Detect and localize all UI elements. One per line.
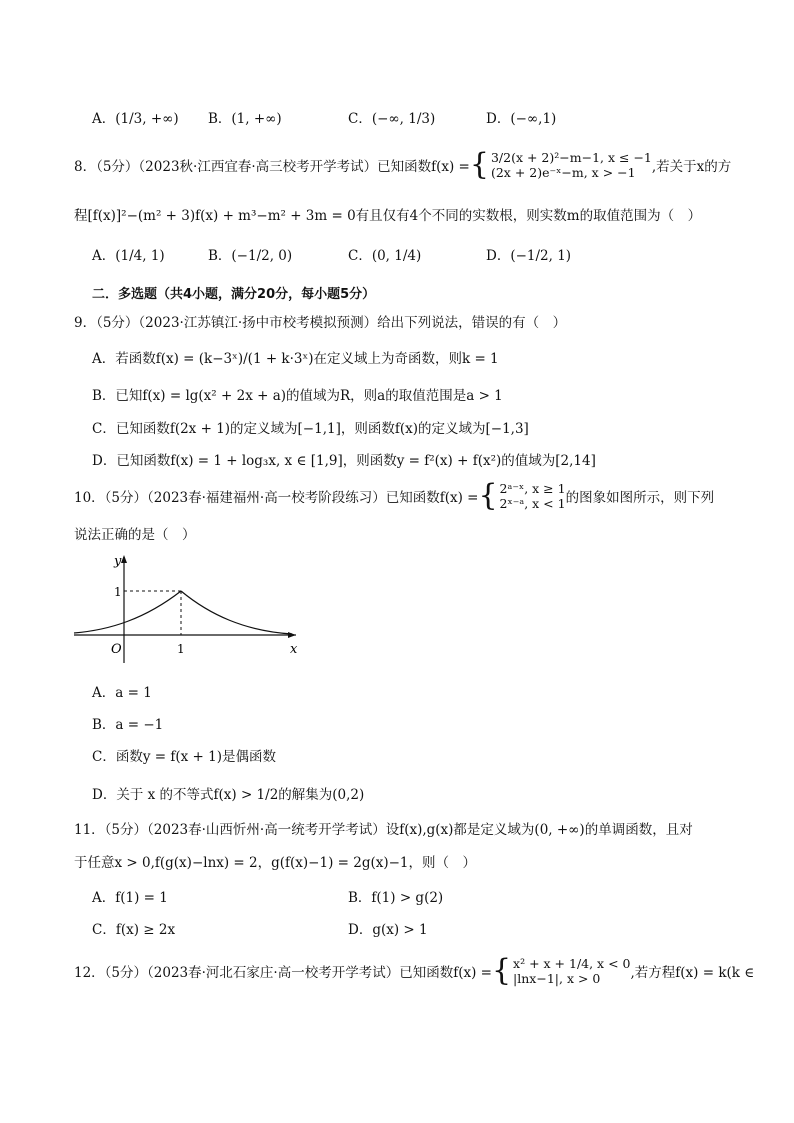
q9-choice-c: C．已知函数f(2x + 1)的定义域为[−1,1]，则函数f(x)的定义域为[−1,3] [92,421,529,437]
q8-choice-d: D．(−1/2, 1) [486,248,572,264]
x-label: x [290,642,298,657]
section-heading: 二．多选题（共4小题，满分20分，每小题5分） [92,287,376,302]
q10-choice-b: B．a = −1 [92,717,164,733]
q8-case-2: (2x + 2)e⁻ˣ−m, x > −1 [490,165,636,180]
y-label: y [114,554,122,569]
q10-stem [74,478,715,513]
q12-case-2: |lnx−1|, x > 0 [513,971,601,986]
q8-stem [74,147,732,182]
q8-case-1: 3/2(x + 2)²−m−1, x ≤ −1 [490,150,652,165]
q7-choice-d: D．(−∞,1) [486,111,557,127]
q10-cases [500,481,566,511]
q10-choice-a: A．a = 1 [92,685,152,701]
q8-stem-prefix: 8．（5分）（2023秋·江西宜春·高三校考开学考试）已知函数f(x) = [74,159,470,175]
q7-choice-b: B．(1, +∞) [208,111,282,127]
q12-stem-prefix: 12．（5分）（2023春·河北石家庄·高一校考开学考试）已知函数f(x) = [74,965,492,981]
tick-x-label: 1 [177,642,185,656]
origin-label: O [111,642,122,657]
q8-line-2: 程[f(x)]²−(m² + 3)f(x) + m³−m² + 3m = 0有且仅有4个不同的实数根，则实数m的取值范围为（ ） [74,208,702,224]
tick-y-label: 1 [114,585,122,599]
q9-choice-d: D．已知函数f(x) = 1 + log₃x, x ∈ [1,9]，则函数y = f²(x) + f(x²)的值域为[2,14] [92,453,596,469]
q11-line-2: 于任意x > 0,f(g(x)−lnx) = 2，g(f(x)−1) = 2g(x)−1，则（ ） [74,855,477,871]
q11-choice-c: C．f(x) ≥ 2x [92,922,176,938]
q12-case-1: x² + x + 1/4, x < 0 [513,956,631,971]
q12-cases [513,956,630,986]
q7-choice-c: C．(−∞, 1/3) [348,111,436,127]
q12-stem [74,953,755,988]
q10-choice-d: D．关于 x 的不等式f(x) > 1/2的解集为(0,2) [92,787,365,803]
x-axis-arrow [288,632,296,638]
q10-stem-suffix: 的图象如图所示，则下列 [565,490,715,506]
curve-left [74,591,181,633]
q10-stem-prefix: 10．（5分）（2023春·福建福州·高一校考阶段练习）已知函数f(x) = [74,490,479,506]
q9-choice-a: A．若函数f(x) = (k−3ˣ)/(1 + k·3ˣ)在定义域上为奇函数，则k = 1 [92,351,499,367]
q11-choice-b: B．f(1) > g(2) [348,890,444,906]
q10-line-2: 说法正确的是（ ） [74,527,196,543]
q10-brace: { [478,478,498,513]
q11-choice-d: D．g(x) > 1 [348,922,428,938]
curve-right [181,591,292,634]
q12-stem-suffix: ,若方程f(x) = k(k ∈ [630,965,755,981]
q8-cases [491,150,652,180]
q7-choice-a: A．(1/3, +∞) [92,111,179,127]
q12-brace: { [491,953,512,988]
q10-case-2: 2ˣ⁻ᵃ, x < 1 [499,496,566,511]
q9-stem: 9．（5分）（2023·江苏镇江·扬中市校考模拟预测）给出下列说法，错误的有（ ） [74,315,567,331]
q11-line-1: 11．（5分）（2023春·山西忻州·高一统考开学考试）设f(x),g(x)都是定义域为(0, +∞)的单调函数，且对 [74,822,693,838]
q11-choice-a: A．f(1) = 1 [92,890,168,906]
q8-choice-c: C．(0, 1/4) [348,248,422,264]
y-axis-arrow [121,555,127,563]
q8-stem-suffix: ,若关于x的方 [651,159,732,175]
q8-choice-b: B．(−1/2, 0) [208,248,293,264]
q10-case-1: 2ᵃ⁻ˣ, x ≥ 1 [499,481,566,496]
q10-choice-c: C．函数y = f(x + 1)是偶函数 [92,749,276,765]
q9-choice-b: B．已知f(x) = lg(x² + 2x + a)的值域为R，则a的取值范围是a > 1 [92,388,503,404]
function-graph [70,553,300,665]
q8-brace: { [469,147,489,182]
q8-choice-a: A．(1/4, 1) [92,248,165,264]
